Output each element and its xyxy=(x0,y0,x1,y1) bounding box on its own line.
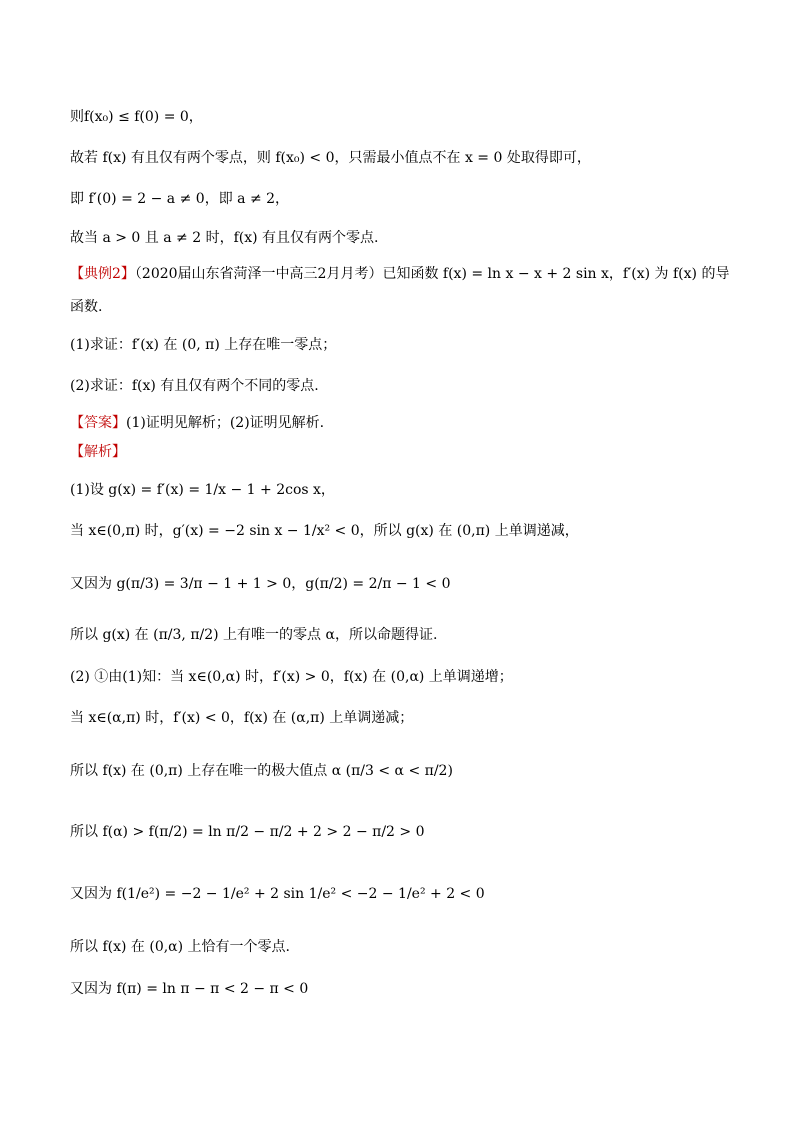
line-2: 故若 f(x) 有且仅有两个零点，则 f(x₀) < 0，只需最小值点不在 x = 0 处取得即可， xyxy=(70,150,591,166)
example-text: （2020届山东省菏泽一中高三2月月考）已知函数 f(x) = ln x − x + 2 sin x，f′(x) 为 f(x) 的导 xyxy=(134,266,730,282)
line-4: 故当 a > 0 且 a ≠ 2 时，f(x) 有且仅有两个零点. xyxy=(70,230,379,246)
line-14: 所以 g(x) 在 (π/3, π/2) 上有唯一的零点 α，所以命题得证. xyxy=(70,627,438,643)
line-6: 函数. xyxy=(70,299,103,315)
line-9 xyxy=(70,414,324,432)
line-13: 又因为 g(π/3) = 3/π − 1 + 1 > 0，g(π/2) = 2/π − 1 < 0 xyxy=(70,576,451,592)
line-19: 又因为 f(1/e²) = −2 − 1/e² + 2 sin 1/e² < −2 − 1/e² + 2 < 0 xyxy=(70,886,485,902)
example-label: 【典例2】 xyxy=(70,266,135,282)
line-3: 即 f′(0) = 2 − a ≠ 0，即 a ≠ 2， xyxy=(70,191,290,207)
line-5 xyxy=(70,265,729,283)
line-21: 又因为 f(π) = ln π − π < 2 − π < 0 xyxy=(70,981,309,997)
line-11: (1)设 g(x) = f′(x) = 1/x − 1 + 2cos x， xyxy=(70,482,335,498)
line-12: 当 x∈(0,π) 时，g′(x) = −2 sin x − 1/x² < 0，所以 g(x) 在 (0,π) 上单调递减， xyxy=(70,523,579,539)
line-1: 则f(x₀) ≤ f(0) = 0， xyxy=(70,109,203,125)
answer-label: 【答案】 xyxy=(70,415,126,431)
line-16: 当 x∈(α,π) 时，f′(x) < 0，f(x) 在 (α,π) 上单调递减； xyxy=(70,710,414,726)
line-15: (2) ①由(1)知：当 x∈(0,α) 时，f′(x) > 0，f(x) 在 (0,α) 上单调递增； xyxy=(70,669,513,685)
answer-text: (1)证明见解析；(2)证明见解析. xyxy=(126,415,325,431)
line-17: 所以 f(x) 在 (0,π) 上存在唯一的极大值点 α (π/3 < α < π/2) xyxy=(70,763,453,779)
analysis-label: 【解析】 xyxy=(70,444,126,460)
line-8: (2)求证：f(x) 有且仅有两个不同的零点. xyxy=(70,378,319,394)
line-7: (1)求证：f′(x) 在 (0, π) 上存在唯一零点； xyxy=(70,337,337,353)
line-20: 所以 f(x) 在 (0,α) 上恰有一个零点. xyxy=(70,939,290,955)
line-18: 所以 f(α) > f(π/2) = ln π/2 − π/2 + 2 > 2 − π/2 > 0 xyxy=(70,824,425,840)
